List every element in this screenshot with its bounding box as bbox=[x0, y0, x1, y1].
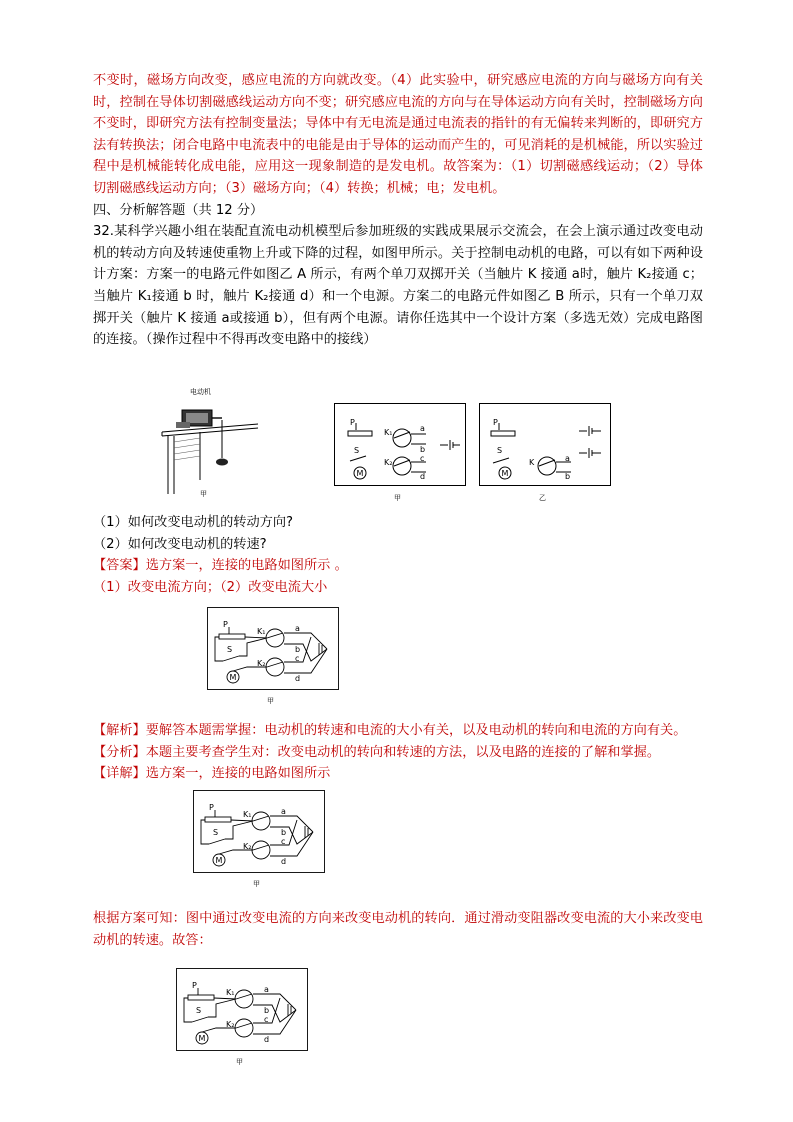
section-title: 四、分析解答题（共 12 分） bbox=[93, 202, 264, 218]
label-c: c bbox=[295, 654, 300, 663]
label-K2: K₂ bbox=[257, 659, 266, 668]
label-K2: K₂ bbox=[226, 1020, 235, 1029]
previous-answer-paragraph: 不变时，磁场方向改变，感应电流的方向就改变。（4）此实验中，研究感应电流的方向与磁场方向有关时，控制在导体切割磁感线运动方向不变；研究感应电流的方向与在导体运动方向有关时，控制磁场方向不变时，即研究方法有控制变量法；导体中有无电流是通过电流表的指针的有无偏转来判断的，即研究方法有转换法；闭合电路中电流表中的电能是由于导体的运动而产生的，可见消耗的是机械能，所以实验过程中是机械能转化成电能，应用这一现象制造的是发电机。故答案为：（1）切割磁感线运动；（2）导体切割磁感线运动方向；（3）磁场方向；（4）转换；机械；电；发电机。 bbox=[93, 73, 703, 196]
label-c: c bbox=[281, 837, 286, 846]
label-K1: K₁ bbox=[257, 627, 266, 636]
label-P: P bbox=[209, 803, 214, 812]
document-page bbox=[93, 70, 703, 351]
label-b: b bbox=[264, 1006, 270, 1015]
label-S: S bbox=[213, 828, 219, 837]
figure-circuit-scheme-a bbox=[334, 403, 466, 503]
label-a: a bbox=[295, 624, 300, 633]
figure-jia-caption: 甲 bbox=[200, 490, 207, 498]
conclusion-block bbox=[93, 908, 703, 951]
label-a: a bbox=[264, 985, 269, 994]
figure-answer-circuit-3 bbox=[176, 968, 308, 1068]
svg-text:P: P bbox=[350, 418, 355, 427]
svg-text:M: M bbox=[356, 469, 364, 478]
label-jia: 甲 bbox=[253, 880, 260, 888]
analysis-block bbox=[93, 720, 703, 785]
question-32: 32.某科学兴趣小组在装配直流电动机模型后参加班级的实践成果展示交流会，在会上演示通过改变电动机的转动方向及转速使重物上升或下降的过程，如图甲所示。关于控制电动机的电路，可以有如下两种设计方案：方案一的电路元件如图乙 A 所示，有两个单刀双掷开关（当触片 K 接通 a时，触片 K₂接通 c；当触片 K₁接通 b 时，触片 K₂接通 d）和一个电源。方案二的电路元件如图乙 B 所示，只有一个单刀双掷开关（触片 K 接通 a或接通 b），但有两个电源。请你任选其中一个设计方案（多选无效）完成电路图的连接。（操作过程中不得再改变电路中的接线） bbox=[93, 224, 703, 348]
figure-answer-circuit-2 bbox=[193, 790, 325, 890]
sub-question-2: （2）如何改变电动机的转速? bbox=[93, 536, 267, 552]
svg-text:K₁: K₁ bbox=[384, 428, 393, 437]
svg-text:甲: 甲 bbox=[394, 494, 401, 502]
svg-text:a: a bbox=[420, 424, 425, 433]
svg-text:S: S bbox=[354, 446, 360, 455]
svg-text:b: b bbox=[420, 445, 426, 454]
label-d: d bbox=[264, 1035, 270, 1044]
label-M: M bbox=[229, 673, 237, 682]
label-M: M bbox=[215, 856, 223, 865]
label-K2: K₂ bbox=[243, 842, 252, 851]
figure-answer-circuit-1 bbox=[207, 607, 339, 707]
label-jia: 甲 bbox=[236, 1058, 243, 1066]
conclusion-paragraph: 根据方案可知：图中通过改变电流的方向来改变电动机的转向．通过滑动变阻器改变电流的大小来改变电动机的转速。故答： bbox=[93, 911, 703, 948]
label-d: d bbox=[295, 674, 301, 683]
svg-text:d: d bbox=[420, 472, 426, 481]
svg-text:K: K bbox=[529, 458, 535, 467]
svg-text:a: a bbox=[565, 454, 570, 463]
label-d: d bbox=[281, 857, 287, 866]
svg-text:M: M bbox=[501, 469, 509, 478]
answer-line: 【答案】选方案一，连接的电路如图所示 。 bbox=[93, 558, 348, 574]
label-M: M bbox=[198, 1034, 206, 1043]
label-b: b bbox=[281, 828, 287, 837]
sub-question-1: （1）如何改变电动机的转动方向? bbox=[93, 515, 294, 530]
svg-text:乙: 乙 bbox=[539, 494, 546, 502]
label-S: S bbox=[227, 645, 233, 654]
label-K1: K₁ bbox=[226, 988, 235, 997]
label-b: b bbox=[295, 645, 301, 654]
label-S: S bbox=[196, 1006, 202, 1015]
svg-text:b: b bbox=[565, 472, 571, 481]
svg-text:P: P bbox=[493, 418, 498, 427]
label-a: a bbox=[281, 807, 286, 816]
svg-text:c: c bbox=[420, 454, 425, 463]
label-K1: K₁ bbox=[243, 810, 252, 819]
motor-label: 电动机 bbox=[190, 388, 211, 396]
label-jia: 甲 bbox=[267, 697, 274, 705]
analysis-explanation: 【解析】要解答本题需掌握：电动机的转速和电流的大小有关，以及电动机的转向和电流的方向有关。 bbox=[93, 723, 687, 738]
svg-text:K₂: K₂ bbox=[384, 458, 393, 467]
label-P: P bbox=[192, 981, 197, 990]
label-P: P bbox=[223, 620, 228, 629]
figure-circuit-scheme-b bbox=[479, 403, 611, 503]
sub-questions-block bbox=[93, 512, 703, 598]
label-c: c bbox=[264, 1015, 269, 1024]
answer-detail: （1）改变电流方向；（2）改变电流大小 bbox=[93, 579, 328, 595]
svg-text:S: S bbox=[497, 446, 503, 455]
analysis-summary: 【分析】本题主要考查学生对：改变电动机的转向和转速的方法，以及电路的连接的了解和掌握。 bbox=[93, 744, 661, 760]
detail-line: 【详解】选方案一，连接的电路如图所示 bbox=[93, 766, 331, 782]
figure-motor-model bbox=[160, 384, 260, 502]
